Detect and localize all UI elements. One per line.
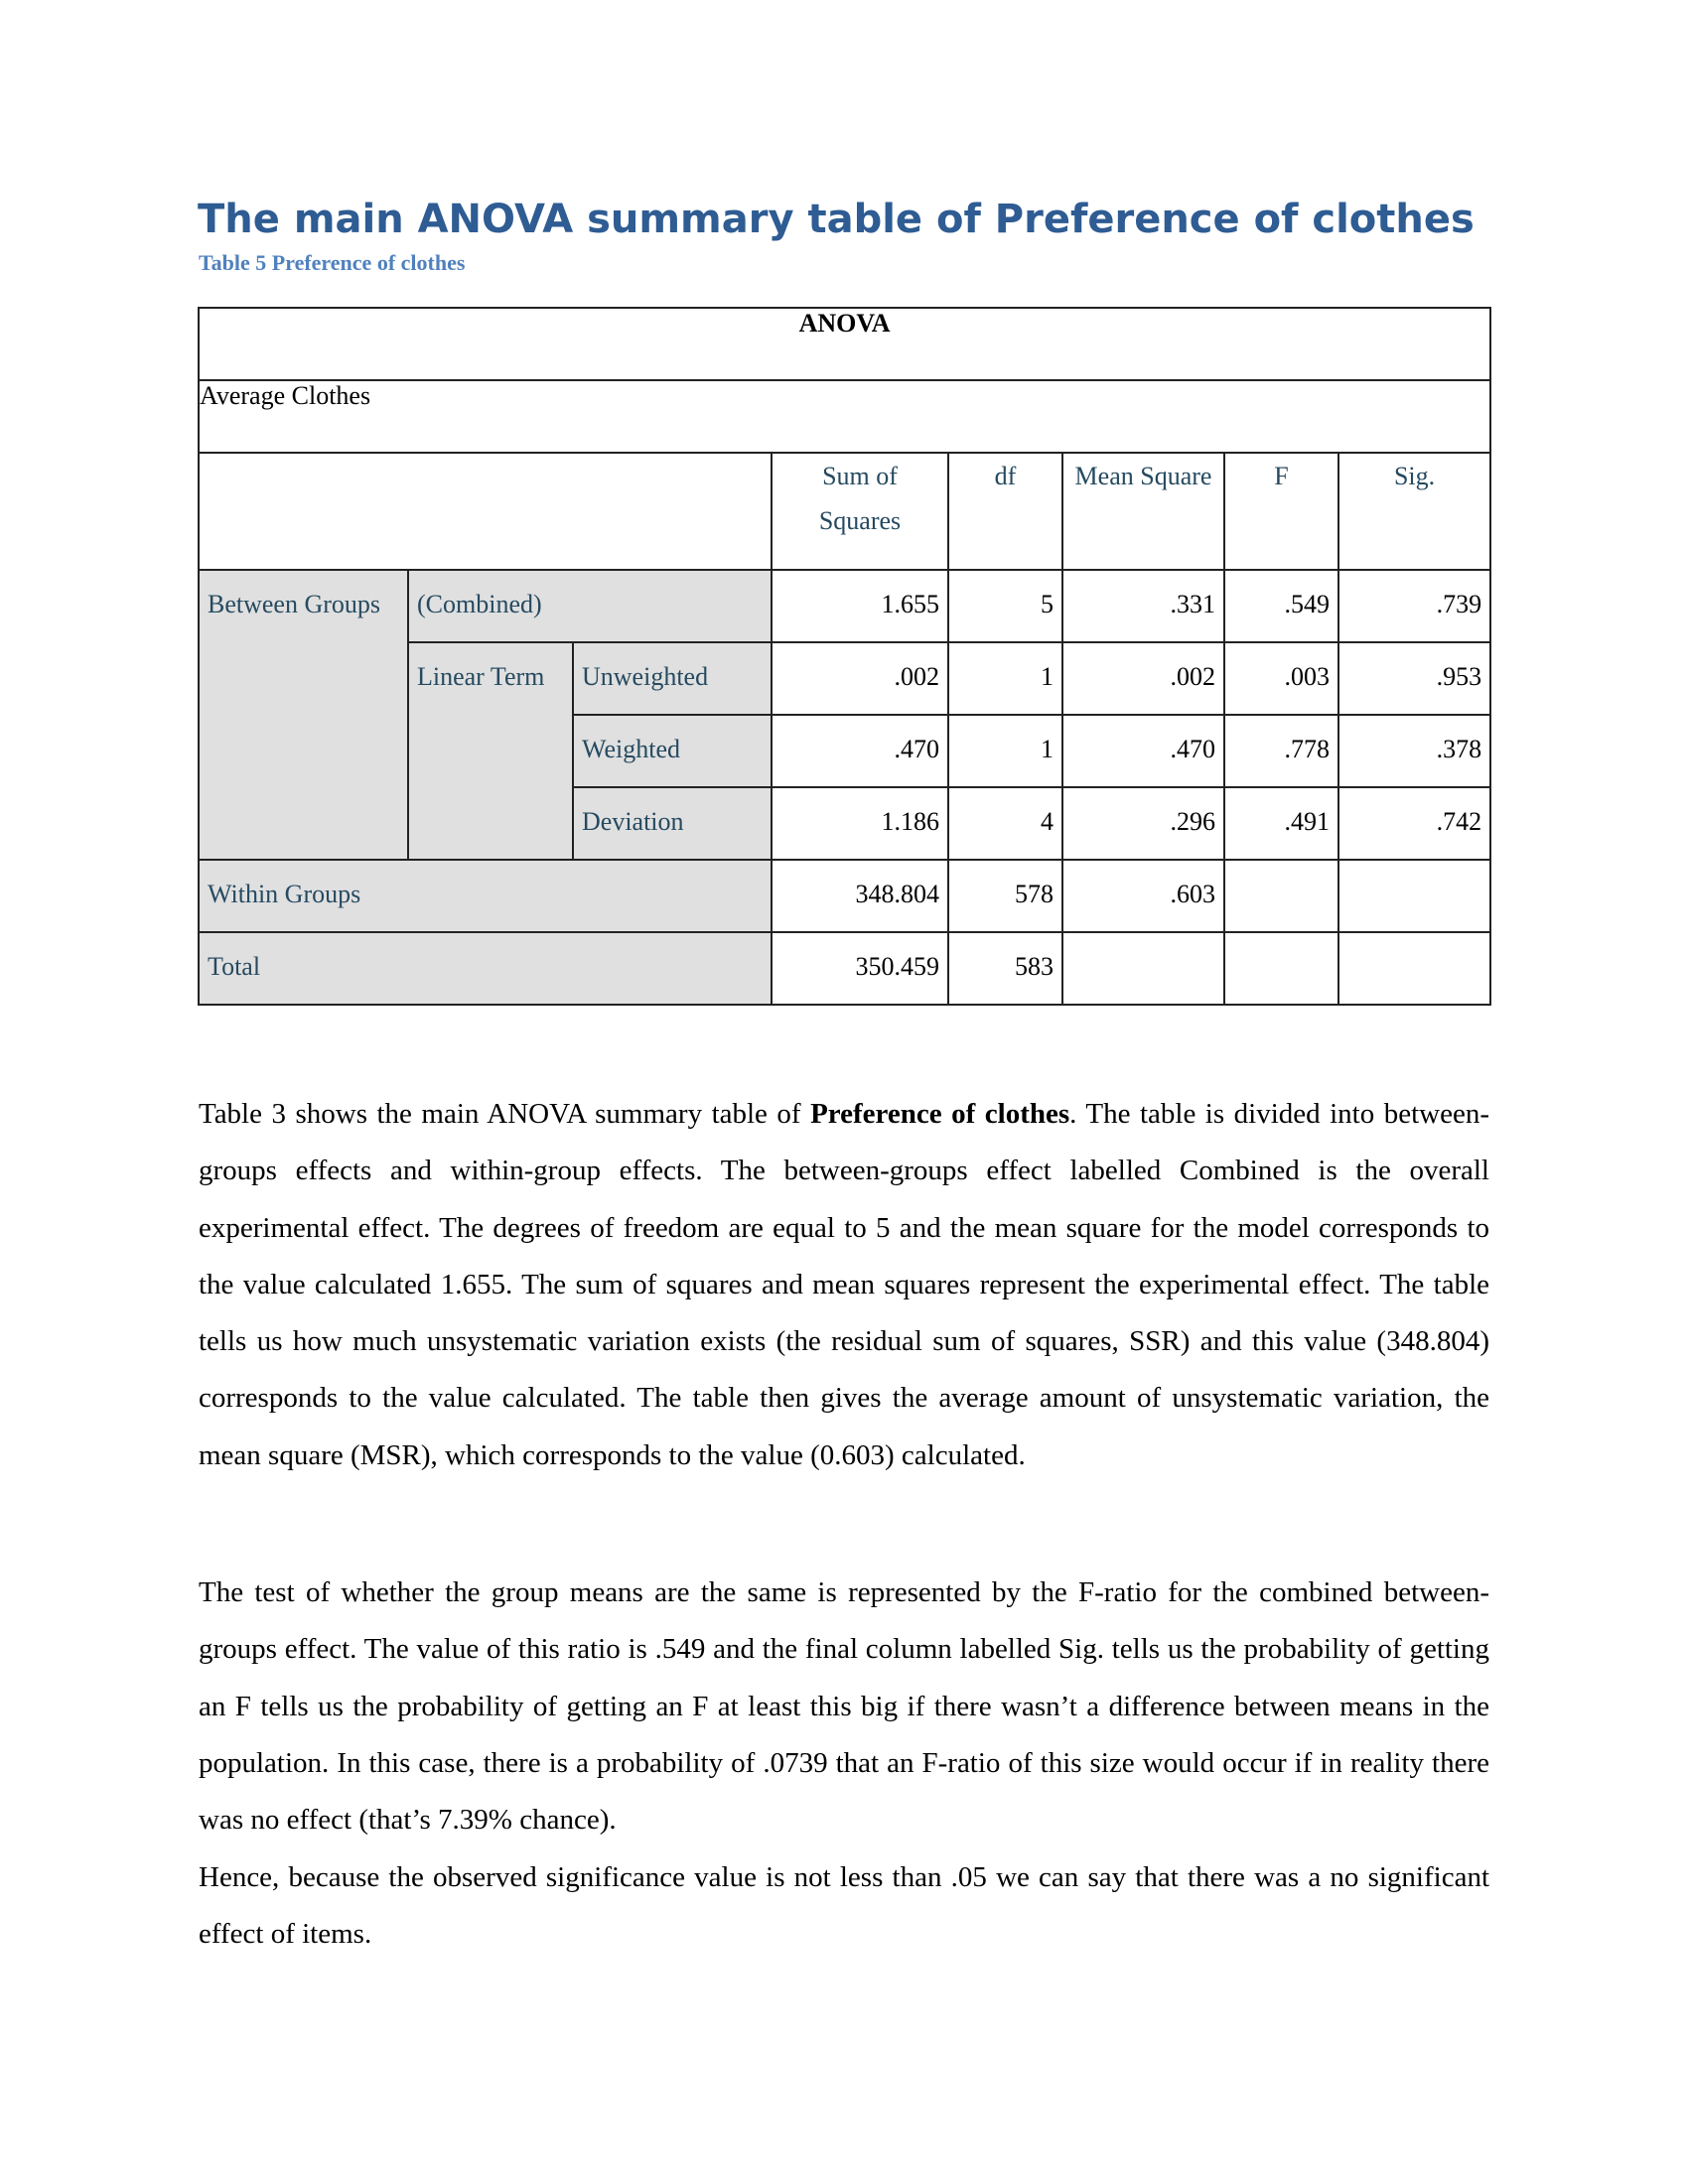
cell-sum-of-squares: 1.655 xyxy=(772,570,948,642)
row-label-unweighted: Unweighted xyxy=(573,642,772,715)
table-row-within-groups xyxy=(199,860,1490,932)
cell-f xyxy=(1224,860,1338,932)
cell-mean-square: .603 xyxy=(1062,860,1224,932)
cell-sum-of-squares: .002 xyxy=(772,642,948,715)
row-label-combined: (Combined) xyxy=(408,570,772,642)
column-header-mean-square: Mean Square xyxy=(1062,453,1224,570)
cell-f: .778 xyxy=(1224,715,1338,787)
column-header-f: F xyxy=(1224,453,1338,570)
dependent-variable-label: Average Clothes xyxy=(199,380,1490,453)
table-row-total xyxy=(199,932,1490,1005)
column-header-df: df xyxy=(948,453,1062,570)
table-title-row xyxy=(199,308,1490,380)
cell-mean-square: .002 xyxy=(1062,642,1224,715)
column-header-sig: Sig. xyxy=(1338,453,1490,570)
paragraph-conclusion: Hence, because the observed significance value is not less than .05 we can say that there was a no significant effect of items. xyxy=(199,1861,1489,1951)
cell-df: 5 xyxy=(948,570,1062,642)
cell-sig: .742 xyxy=(1338,787,1490,860)
row-label-linear-term: Linear Term xyxy=(408,642,573,860)
cell-sig xyxy=(1338,860,1490,932)
cell-sum-of-squares: 1.186 xyxy=(772,787,948,860)
cell-sig xyxy=(1338,932,1490,1005)
cell-sig: .378 xyxy=(1338,715,1490,787)
row-label-total: Total xyxy=(199,932,772,1005)
cell-f: .491 xyxy=(1224,787,1338,860)
cell-mean-square: .296 xyxy=(1062,787,1224,860)
cell-sig: .739 xyxy=(1338,570,1490,642)
cell-df: 1 xyxy=(948,642,1062,715)
paragraph-text: Table 3 shows the main ANOVA summary table of xyxy=(199,1098,811,1130)
column-header-sum-of-squares xyxy=(772,453,948,570)
cell-sum-of-squares: 348.804 xyxy=(772,860,948,932)
cell-mean-square: .470 xyxy=(1062,715,1224,787)
cell-df: 4 xyxy=(948,787,1062,860)
cell-f: .549 xyxy=(1224,570,1338,642)
dependent-variable-row xyxy=(199,380,1490,453)
header-line-1: Sum of xyxy=(822,462,898,490)
cell-f xyxy=(1224,932,1338,1005)
table-caption: Table 5 Preference of clothes xyxy=(199,250,466,275)
page-title: The main ANOVA summary table of Preference of clothes xyxy=(198,197,1475,242)
table-title: ANOVA xyxy=(199,308,1490,380)
header-line-2: Squares xyxy=(818,506,902,535)
row-label-weighted: Weighted xyxy=(573,715,772,787)
row-label-within-groups: Within Groups xyxy=(199,860,772,932)
anova-table xyxy=(198,307,1491,1006)
cell-mean-square xyxy=(1062,932,1224,1005)
column-header-row xyxy=(199,453,1490,570)
cell-df: 1 xyxy=(948,715,1062,787)
cell-sum-of-squares: 350.459 xyxy=(772,932,948,1005)
row-label-between-groups: Between Groups xyxy=(199,570,408,860)
header-corner-cell xyxy=(199,453,772,570)
cell-sum-of-squares: .470 xyxy=(772,715,948,787)
cell-f: .003 xyxy=(1224,642,1338,715)
cell-df: 578 xyxy=(948,860,1062,932)
table-row-combined xyxy=(199,570,1490,642)
paragraph-anova-summary xyxy=(199,1086,1489,1484)
cell-sig: .953 xyxy=(1338,642,1490,715)
paragraph-f-ratio: The test of whether the group means are the same is represented by the F-ratio for the combined between-groups effect. The value of this ratio is .549 and the final column labelled Sig. tells us the probability of getting an F tells us the probability of getting an F at least this big if there wasn’t a difference between means in the population. In this case, there is a probability of .0739 that an F-ratio of this size would occur if in reality there was no effect (that’s 7.39% chance). xyxy=(199,1576,1489,1837)
cell-df: 583 xyxy=(948,932,1062,1005)
paragraph-text: . The table is divided into between-groups effects and within-group effects. The between-groups effect labelled Combined is the overall experimental effect. The degrees of freedom are equal to 5 and the mean square for the model corresponds to the value calculated 1.655. The sum of squares and mean squares represent the experimental effect. The table tells us how much unsystematic variation exists (the residual sum of squares, SSR) and this value (348.804) corresponds to the value calculated. The table then gives the average amount of unsystematic variation, the mean square (MSR), which corresponds to the value (0.603) calculated. xyxy=(199,1098,1489,1471)
cell-mean-square: .331 xyxy=(1062,570,1224,642)
bold-variable-name: Preference of clothes xyxy=(810,1098,1070,1130)
row-label-deviation: Deviation xyxy=(573,787,772,860)
